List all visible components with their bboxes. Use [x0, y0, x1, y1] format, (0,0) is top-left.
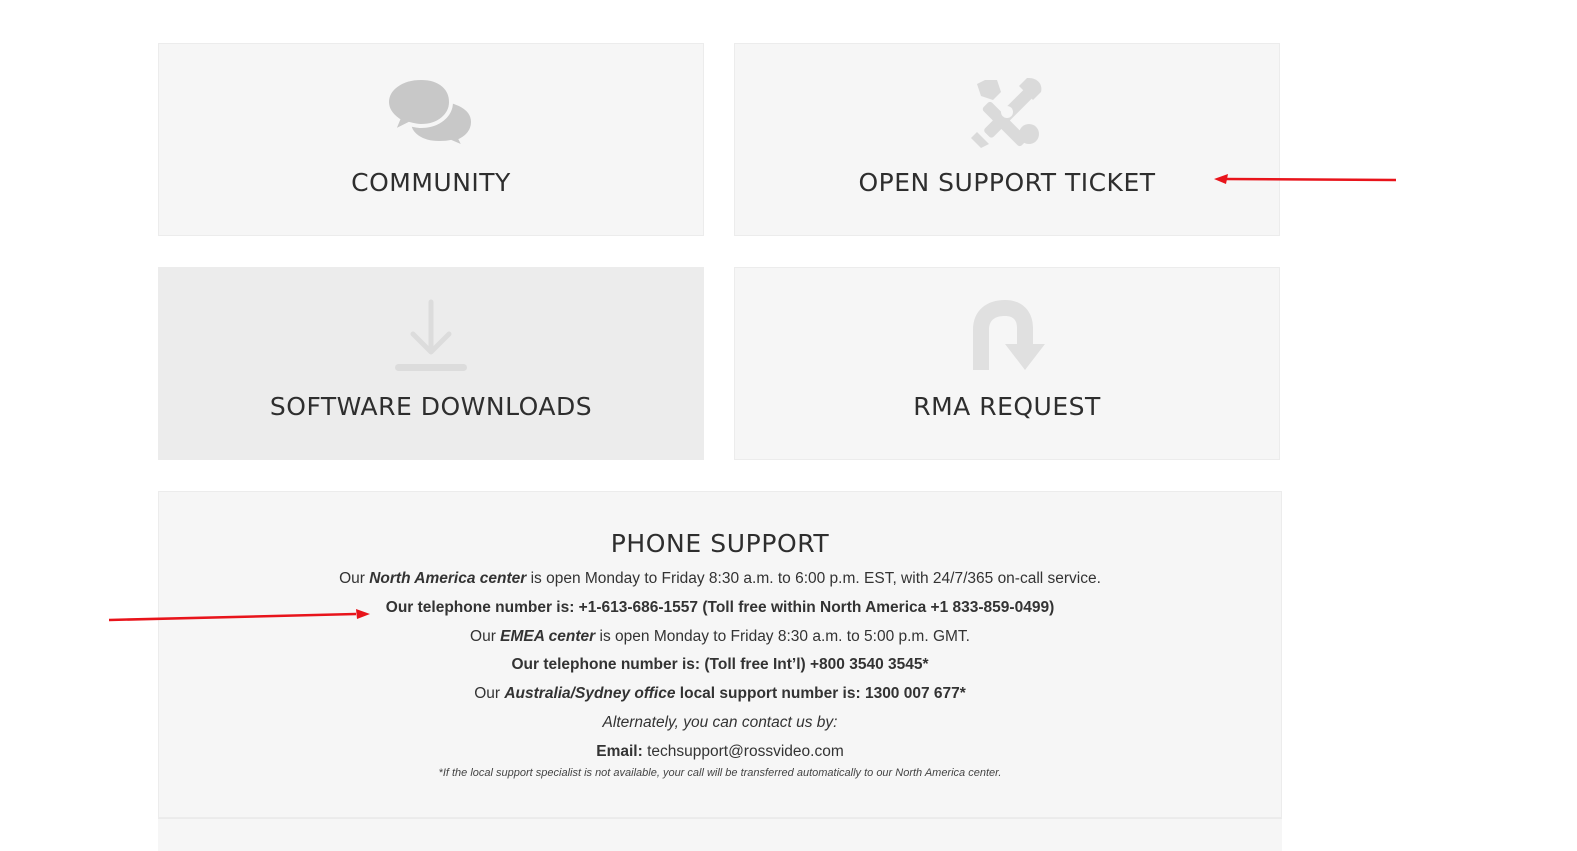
open-support-ticket-label: OPEN SUPPORT TICKET	[858, 168, 1156, 197]
alternate-contact-text: Alternately, you can contact us by:	[602, 713, 838, 731]
software-downloads-card[interactable]	[158, 267, 704, 460]
return-arrow-icon	[957, 296, 1057, 376]
email-link[interactable]: techsupport@rossvideo.com	[642, 742, 844, 760]
community-label: COMMUNITY	[351, 168, 511, 197]
email-label: Email:	[596, 742, 643, 760]
footnote: *If the local support specialist is not available, your call will be transferred automatically to our North America center.	[438, 766, 1002, 779]
next-section-edge	[158, 818, 1282, 851]
rma-request-label: RMA REQUEST	[913, 392, 1101, 421]
chat-bubbles-icon	[381, 72, 481, 152]
tools-icon	[957, 72, 1057, 152]
north-america-phone: Our telephone number is: +1-613-686-1557 (Toll free within North America +1 833-859-0499)	[385, 598, 1055, 616]
download-icon	[381, 296, 481, 376]
phone-support-panel	[158, 491, 1282, 818]
emea-hours: Our EMEA center is open Monday to Friday 8:30 a.m. to 5:00 p.m. GMT.	[470, 627, 970, 645]
rma-request-card[interactable]	[734, 267, 1280, 460]
australia-phone: Our Australia/Sydney office local support number is: 1300 007 677*	[474, 685, 966, 703]
annotation-arrow-ticket	[1210, 170, 1402, 190]
community-card[interactable]	[158, 43, 704, 236]
phone-support-title: PHONE SUPPORT	[610, 529, 830, 558]
north-america-hours: Our North America center is open Monday to Friday 8:30 a.m. to 6:00 p.m. EST, with 24/7/365 on-call service.	[339, 570, 1101, 587]
software-downloads-label: SOFTWARE DOWNLOADS	[269, 392, 593, 421]
open-support-ticket-card[interactable]	[734, 43, 1280, 236]
emea-phone: Our telephone number is: (Toll free Int’l) +800 3540 3545*	[511, 656, 929, 674]
annotation-arrow-phone	[106, 604, 376, 626]
